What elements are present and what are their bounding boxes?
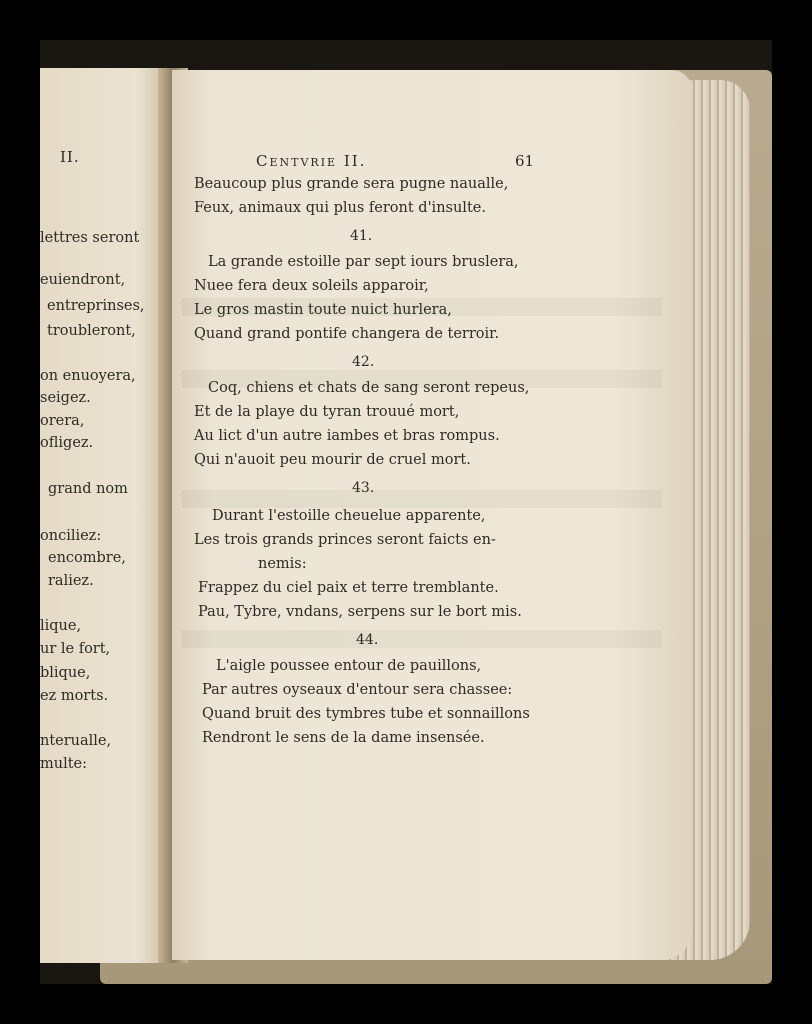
- text-line: troubleront,: [47, 323, 136, 339]
- verse-line: Quand grand pontife changera de terroir.: [194, 326, 500, 342]
- verse-line: Coq, chiens et chats de sang seront repeus,: [208, 380, 530, 396]
- text-line: grand nom: [48, 481, 128, 497]
- verse-line: Qui n'auoit peu mourir de cruel mort.: [194, 452, 471, 468]
- verse-line: Au lict d'un autre iambes et bras rompus.: [194, 428, 500, 444]
- verse-line: Nuee fera deux soleils apparoir,: [194, 278, 429, 294]
- text-line: orera,: [40, 413, 85, 429]
- verse-line: Frappez du ciel paix et terre tremblante.: [198, 580, 499, 596]
- text-line: on enuoyera,: [40, 368, 136, 384]
- text-line: ofligez.: [40, 435, 94, 451]
- text-line: nterualle,: [40, 733, 112, 749]
- text-line: seigez.: [40, 390, 91, 406]
- left-page: [40, 68, 168, 963]
- verse-line: Durant l'estoille cheuelue apparente,: [212, 508, 486, 524]
- text-line: lettres seront: [40, 230, 140, 246]
- text-line: ez morts.: [40, 688, 109, 704]
- book-photo: [40, 40, 772, 984]
- verse-line: La grande estoille par sept iours bruslera,: [208, 254, 519, 270]
- verse-line: Feux, animaux qui plus feront d'insulte.: [194, 200, 486, 216]
- verse-line: Par autres oyseaux d'entour sera chassee:: [202, 682, 513, 698]
- quatrain-number: 43.: [352, 480, 375, 496]
- ink-bleed: [182, 490, 662, 508]
- verse-line: Et de la playe du tyran trouué mort,: [194, 404, 460, 420]
- running-header: Centvrie II.: [256, 152, 367, 170]
- verse-line: Rendront le sens de la dame insensée.: [202, 730, 485, 746]
- right-page: [172, 70, 692, 960]
- text-line: euiendront,: [40, 272, 126, 288]
- verse-line: Pau, Tybre, vndans, serpens sur le bort mis.: [198, 604, 522, 620]
- text-line: ur le fort,: [40, 641, 111, 657]
- text-line: encombre,: [48, 550, 126, 566]
- text-line: lique,: [40, 618, 82, 634]
- quatrain-number: 42.: [352, 354, 375, 370]
- verse-line: L'aigle poussee entour de pauillons,: [216, 658, 482, 674]
- text-line: entreprinses,: [47, 298, 145, 314]
- quatrain-number: 44.: [356, 632, 379, 648]
- text-line: blique,: [40, 665, 91, 681]
- text-line: onciliez:: [40, 528, 102, 544]
- ink-bleed: [182, 630, 662, 648]
- text-line: raliez.: [48, 573, 94, 589]
- page-number: 61: [515, 152, 535, 170]
- verse-line: Les trois grands princes seront faicts en-: [194, 532, 496, 548]
- verse-line: Quand bruit des tymbres tube et sonnaillons: [202, 706, 530, 722]
- verse-line: Le gros mastin toute nuict hurlera,: [194, 302, 452, 318]
- left-page-header: II.: [60, 148, 80, 166]
- verse-line: nemis:: [258, 556, 307, 572]
- text-line: multe:: [40, 756, 88, 772]
- verse-line: Beaucoup plus grande sera pugne naualle,: [194, 176, 509, 192]
- quatrain-number: 41.: [350, 228, 373, 244]
